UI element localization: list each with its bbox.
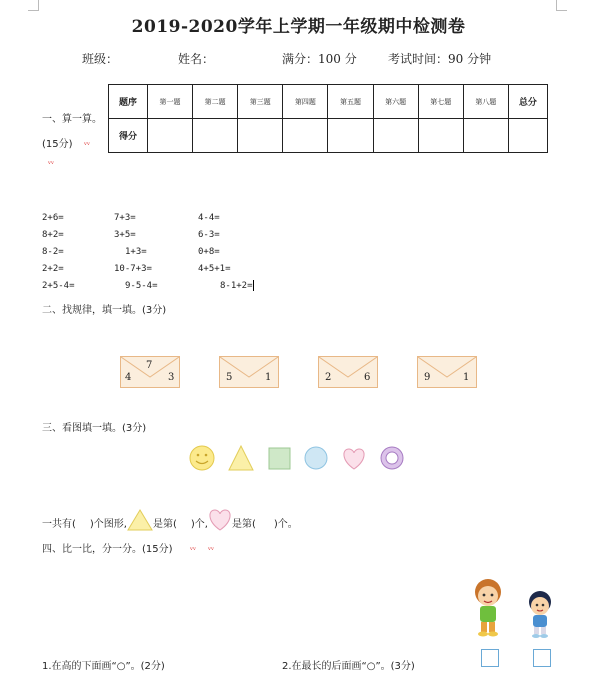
equation [198, 278, 254, 295]
table-row [109, 119, 548, 153]
table-cell: 总分 [508, 85, 547, 119]
envelope-card [219, 356, 279, 388]
envelope-card [417, 356, 477, 388]
section1-heading: 一、算一算。 [42, 114, 102, 125]
envelope-left-number: 2 [325, 372, 332, 383]
table-cell: 第七题 [418, 85, 463, 119]
envelope-card [120, 356, 180, 388]
answer-box[interactable] [533, 649, 551, 667]
section3-heading: 三、看图填一填。(3分) [42, 423, 147, 434]
spellcheck-mark: ᵥᵥ [208, 543, 214, 552]
score-input-cell[interactable] [328, 119, 373, 153]
score-input-cell[interactable] [283, 119, 328, 153]
exam-time-label: 考试时间：90 分钟 [388, 52, 492, 66]
equation: 4+5+1= [198, 264, 231, 274]
equation: 9-5-4= [125, 281, 158, 291]
score-input-cell[interactable] [238, 119, 283, 153]
full-score-label: 满分：100 分 [282, 52, 357, 66]
section2-heading: 二、找规律，填一填。(3分) [42, 305, 167, 316]
envelope-right-number: 3 [168, 372, 175, 383]
score-table [108, 84, 548, 153]
spellcheck-mark: ᵥᵥ [84, 138, 90, 147]
table-row [109, 85, 548, 119]
envelope-right-number: 1 [265, 372, 272, 383]
spellcheck-mark: ᵥᵥ [190, 543, 196, 552]
page-corner-mark [556, 0, 567, 11]
sentence-text: 一共有( [42, 519, 76, 530]
equation: 0+8= [198, 247, 220, 257]
envelope-left-number: 4 [125, 372, 132, 383]
equation: 3+5= [114, 230, 136, 240]
table-cell: 第四题 [283, 85, 328, 119]
equation: 7+3= [114, 213, 136, 223]
shapes-row [186, 443, 416, 473]
score-input-cell[interactable] [193, 119, 238, 153]
table-cell: 第一题 [148, 85, 193, 119]
name-label: 姓名： [178, 52, 215, 66]
score-input-cell[interactable] [508, 119, 547, 153]
question-2: 2.在最长的后面画“○”。(3分) [282, 661, 415, 672]
section4-heading: 四、比一比，分一分。(15分) [42, 544, 173, 555]
envelope-top-number: 7 [146, 360, 153, 371]
equation: 8-2= [42, 247, 64, 257]
sentence-text: 是第( [232, 519, 256, 530]
equation: 2+5-4= [42, 281, 75, 291]
table-cell: 题序 [109, 85, 148, 119]
envelope-left-number: 5 [226, 372, 233, 383]
equation-text: 8-1+2= [220, 281, 253, 291]
sentence-text: )个, [190, 519, 208, 530]
page-title: 2019-2020学年上学期一年级期中检测卷 [131, 17, 466, 37]
boy-short-icon [529, 591, 551, 638]
section1-points: (15分) [42, 139, 73, 150]
class-label: 班级： [82, 52, 119, 66]
score-input-cell[interactable] [373, 119, 418, 153]
equation: 2+6= [42, 213, 64, 223]
sentence-text: )个。 [273, 519, 298, 530]
table-cell: 第六题 [373, 85, 418, 119]
table-cell: 第八题 [463, 85, 508, 119]
envelope-right-number: 1 [463, 372, 470, 383]
score-input-cell[interactable] [463, 119, 508, 153]
circle-icon [305, 447, 327, 469]
triangle-icon [127, 509, 153, 531]
sentence-text: )个图形, [89, 519, 127, 530]
equation: 2+2= [42, 264, 64, 274]
equation-column-2 [114, 210, 158, 295]
triangle-icon [229, 446, 253, 470]
fill-in-sentence [42, 509, 298, 531]
equation: 1+3= [125, 247, 147, 257]
envelope-left-number: 9 [424, 372, 431, 383]
score-input-cell[interactable] [418, 119, 463, 153]
equation-column-3 [198, 210, 254, 295]
ring-icon [381, 447, 403, 469]
text-cursor [253, 280, 254, 291]
sentence-text: 是第( [153, 519, 177, 530]
spellcheck-mark: ᵥᵥ [48, 157, 54, 166]
equation: 8+2= [42, 230, 64, 240]
equation-column-1 [42, 210, 75, 295]
equation: 10-7+3= [114, 264, 152, 274]
table-cell: 得分 [109, 119, 148, 153]
heart-icon [208, 509, 232, 531]
score-input-cell[interactable] [148, 119, 193, 153]
heart-icon [344, 449, 364, 469]
table-cell: 第五题 [328, 85, 373, 119]
smiley-icon [190, 446, 214, 470]
boy-tall-icon [475, 579, 501, 637]
envelope-card [318, 356, 378, 388]
children-illustration [466, 576, 566, 646]
question-1: 1.在高的下面画“○”。(2分) [42, 661, 165, 672]
table-cell: 第二题 [193, 85, 238, 119]
table-cell: 第三题 [238, 85, 283, 119]
equation: 4-4= [198, 213, 220, 223]
equation: 6-3= [198, 230, 220, 240]
envelope-right-number: 6 [364, 372, 371, 383]
page-corner-mark [28, 0, 39, 11]
answer-box[interactable] [481, 649, 499, 667]
square-icon [269, 448, 290, 469]
